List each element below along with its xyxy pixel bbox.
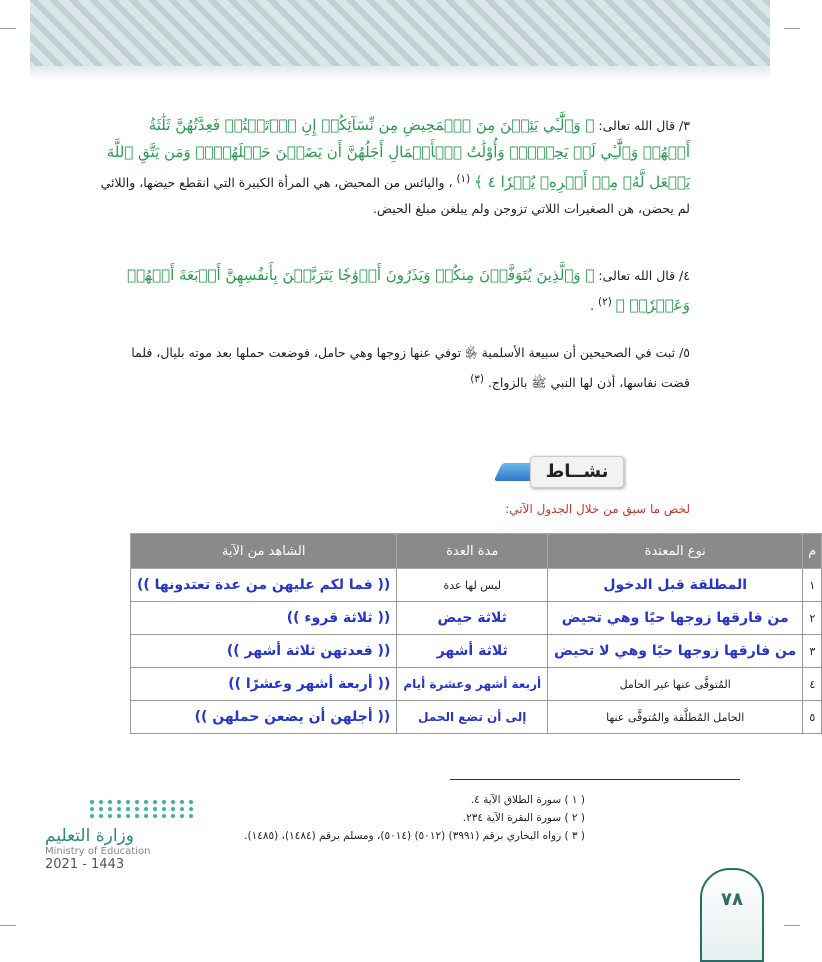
paragraph-text: .: [590, 298, 595, 314]
crop-mark: [0, 925, 16, 926]
cell-duration: ثلاثة حيض: [397, 602, 548, 635]
cell-type: المطلقة قبل الدخول: [548, 569, 803, 602]
footnote-divider: [450, 779, 740, 780]
paragraph-5: [100, 340, 690, 396]
paragraph-4: [100, 262, 690, 319]
paragraph-prefix: ٥/: [679, 345, 690, 360]
activity-instruction: لخص ما سبق من خلال الجدول الآتي:: [505, 502, 690, 516]
cell-number: ٣: [803, 635, 822, 668]
footnote-ref: (١): [456, 173, 471, 185]
footnote-2: ( ٢ ) سورة البقرة الآية ٢٣٤.: [462, 812, 585, 824]
footnote-1: ( ١ ) سورة الطلاق الآية ٤.: [470, 794, 585, 806]
cell-duration: ثلاثة أشهر: [397, 635, 548, 668]
crop-mark: [0, 28, 16, 29]
header-duration: مدة العدة: [397, 534, 548, 569]
quran-verse: ﴿ وَٱلَّذِينَ يُتَوَفَّوۡنَ مِنكُمۡ وَيَذَرُونَ أَزۡوَٰجٗا يَتَرَبَّصۡنَ بِأَنفُسِهِنَّ أَرۡبَعَةَ أَشۡهُرٖ وَعَشۡرٗاۖ ﴾: [127, 266, 690, 315]
footnote-3: ( ٣ ) رواه البخاري برقم (٣٩٩١) (٥٠١٢) (٥٠١٤)، ومسلم برقم (١٤٨٤)، (١٤٨٥).: [244, 830, 585, 842]
cell-number: ١: [803, 569, 822, 602]
cell-type: من فارقها زوجها حيًا وهي لا تحيض: [548, 635, 803, 668]
cell-duration: أربعة أشهر وعشرة أيام: [397, 668, 548, 701]
paragraph-prefix: ٤/ قال الله تعالى:: [598, 268, 690, 283]
paragraph-prefix: ٣/ قال الله تعالى:: [598, 118, 690, 133]
header-evidence: الشاهد من الآية: [131, 534, 397, 569]
crop-mark: [784, 28, 800, 29]
table-row: [131, 701, 822, 734]
cell-evidence: (( أجلهن أن يضعن حملهن )): [131, 701, 397, 734]
table-header-row: [131, 534, 822, 569]
cell-duration: إلى أن تضع الحمل: [397, 701, 548, 734]
header-type: نوع المعتدة: [548, 534, 803, 569]
summary-table: [130, 533, 822, 734]
quran-verse: ﴿ وَٱلَّٰٓـِٔي يَئِسۡنَ مِنَ ٱلۡمَحِيضِ مِن نِّسَآئِكُمۡ إِنِ ٱرۡتَبۡتُمۡ فَعِدَّتُهُنَّ ثَلَٰثَةُ أَشۡهُرٖ وَٱلَّٰٓـِٔي لَمۡ يَحِضۡنَۚ وَأُوْلَٰتُ ٱلۡأَحۡمَالِ أَجَلُهُنَّ أَن يَضَعۡنَ حَمۡلَهُنَّۚ وَمَن يَتَّقِ ٱللَّهَ يَجۡعَل لَّهُۥ مِنۡ أَمۡرِهِۦ يُسۡرٗا ٤ ﴾: [106, 116, 690, 192]
cell-evidence: (( أربعة أشهر وعشرًا )): [131, 668, 397, 701]
paragraph-3: [100, 112, 690, 222]
cell-number: ٢: [803, 602, 822, 635]
table-row: [131, 668, 822, 701]
crop-mark: [784, 925, 800, 926]
paragraph-text: ، واليائس من المحيض، هي المرأة الكبيرة التي انقطع حيضها، واللائي لم يحضن، هن الصغيرات اللاتي تزوجن ولم يبلغن مبلغ الحيض.: [100, 175, 690, 217]
logo-arabic: وزارة التعليم: [45, 826, 134, 846]
decorative-header-band: [30, 0, 770, 80]
cell-duration: ليس لها عدة: [397, 569, 548, 602]
logo-year: 2021 - 1443: [45, 857, 125, 872]
activity-label: نشــاط: [530, 456, 624, 488]
table-row: [131, 635, 822, 668]
logo-english: Ministry of Education: [45, 846, 151, 857]
footnote-ref: (٢): [598, 296, 612, 308]
cell-type: من فارقها زوجها حيًا وهي تحيض: [548, 602, 803, 635]
cell-evidence: (( فما لكم عليهن من عدة تعتدونها )): [131, 569, 397, 602]
table-row: [131, 602, 822, 635]
ministry-logo: [45, 800, 195, 872]
cell-number: ٤: [803, 668, 822, 701]
paragraph-text: ثبت في الصحيحين أن سبيعة الأسلمية ﵂ توفي عنها زوجها وهي حامل، فوضعت حملها بعد موته بليال، فلما قضت نفاسها، أذن لها النبي ﷺ بالزواج.: [131, 345, 690, 391]
table-row: [131, 569, 822, 602]
footnote-ref: (٣): [470, 373, 484, 385]
header-number: م: [803, 534, 822, 569]
cell-number: ٥: [803, 701, 822, 734]
page-number: ٧٨: [700, 868, 764, 962]
cell-evidence: (( ثلاثة قروء )): [131, 602, 397, 635]
cell-type: المُتوفَّى عنها غير الحامل: [548, 668, 803, 701]
cell-type: الحامل المُطلَّقة والمُتوفَّى عنها: [548, 701, 803, 734]
cell-evidence: (( فعدتهن ثلاثة أشهر )): [131, 635, 397, 668]
logo-dots-icon: [90, 800, 195, 818]
